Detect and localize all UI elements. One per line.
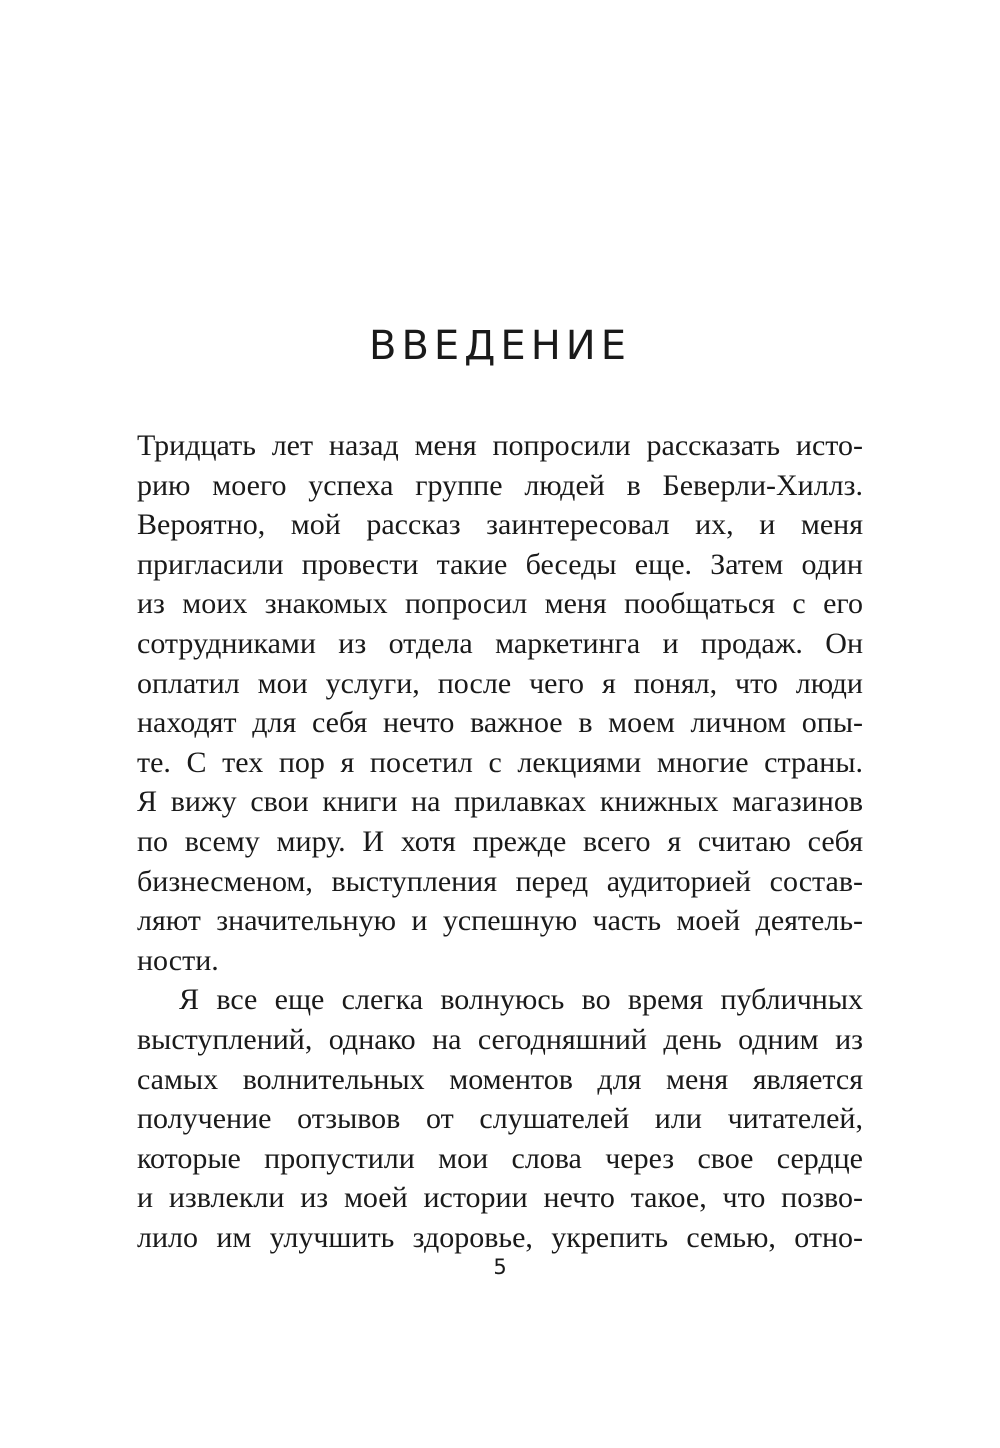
body-text <box>137 426 863 1257</box>
text-line: сотрудниками из отдела маркетинга и продаж. Он <box>137 626 863 660</box>
text-line: самых волнительных моментов для меня является <box>137 1062 863 1096</box>
text-line: Вероятно, мой рассказ заинтересовал их, и меня <box>137 508 863 542</box>
text-line: находят для себя нечто важное в моем личном опы- <box>137 706 863 740</box>
text-line: оплатил мои услуги, после чего я понял, что люди <box>137 666 863 700</box>
text-line: Я вижу свои книги на прилавках книжных магазинов <box>137 785 863 819</box>
page-number: 5 <box>493 1255 507 1279</box>
text-line: те. С тех пор я посетил с лекциями многие страны. <box>137 745 863 779</box>
text-line: из моих знакомых попросил меня пообщаться с его <box>137 587 863 621</box>
text-line: лило им улучшить здоровье, укрепить семью, отно- <box>137 1220 863 1254</box>
text-line: получение отзывов от слушателей или читателей, <box>137 1102 863 1136</box>
text-line: по всему миру. И хотя прежде всего я считаю себя <box>137 824 863 858</box>
text-line: Я все еще слегка волнуюсь во время публичных <box>179 983 863 1017</box>
text-line: рию моего успеха группе людей в Беверли-Хиллз. <box>137 468 863 502</box>
text-line: пригласили провести такие беседы еще. Затем один <box>137 547 863 581</box>
text-line: которые пропустили мои слова через свое сердце <box>137 1141 863 1175</box>
chapter-title: ВВЕДЕНИЕ <box>369 323 631 369</box>
text-line: и извлекли из моей истории нечто такое, что позво- <box>137 1181 863 1215</box>
text-line: выступлений, однако на сегодняшний день одним из <box>137 1022 863 1056</box>
text-line: бизнесменом, выступления перед аудиторией состав- <box>137 864 863 898</box>
text-line: Тридцать лет назад меня попросили рассказать исто- <box>137 429 863 462</box>
text-line: ности. <box>137 943 219 977</box>
text-line: ляют значительную и успешную часть моей деятель- <box>137 904 863 938</box>
